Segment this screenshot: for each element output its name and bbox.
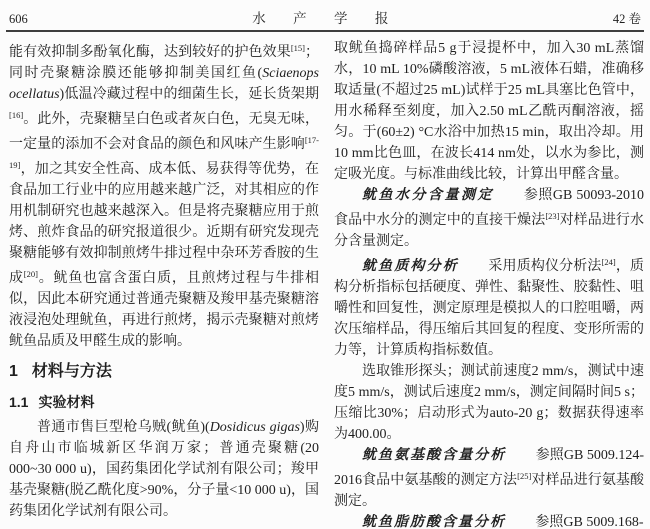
formaldehyde-measure-paragraph <box>334 38 644 185</box>
text-segment-sup: [17-19] <box>9 135 319 170</box>
text-segment-plain: 参照GB 5009.124-2016食品中氨基酸的测定方法 <box>334 448 644 488</box>
section-number: 1 <box>9 363 18 380</box>
text-segment-plain: 。鱿鱼也富含蛋白质，且煎烤过程与牛排相似，因此本研究通过普通壳聚糖及羧甲基壳聚糖溶液浸泡处理鱿鱼，再进行煎烤，揭示壳聚糖对煎烤鱿鱼品质及甲醛生成的影响。 <box>9 271 320 349</box>
text-segment-sup: [23] <box>545 211 560 221</box>
text-segment-sup: [24] <box>601 257 616 267</box>
left-column <box>9 38 319 529</box>
text-segment-plain: ，质构分析指标包括硬度、弹性、黏聚性、胶黏性、咀嚼性和回复性，测定原理是模拟人的口腔咀嚼，两次压缩样品，得压缩后其回复的程度、变形所需的力等，计算质构指标数值。 <box>334 259 645 358</box>
right-column <box>334 38 644 529</box>
text-segment-plain: 对样品进行氨基酸测定。 <box>334 473 645 509</box>
text-segment-italic: Sciaenops ocellatus <box>9 66 319 102</box>
moisture-content-paragraph <box>334 185 644 252</box>
text-segment-runin: 鱿鱼脂肪酸含量分析 <box>362 515 506 529</box>
text-segment-plain: 参照GB 5009.168- <box>535 515 644 529</box>
materials-paragraph <box>9 417 319 522</box>
page-number: 606 <box>9 12 28 26</box>
text-segment-sup: [25] <box>517 471 532 481</box>
text-segment-plain: 参照GB 50093-2010食品中水分的测定中的直接干燥法 <box>334 188 644 228</box>
amino-acid-paragraph <box>334 445 644 512</box>
fatty-acid-paragraph <box>334 512 644 529</box>
text-segment-sup: [15] <box>290 43 305 53</box>
subsection-number: 1.1 <box>9 394 29 410</box>
text-segment-plain: 取鱿鱼捣碎样品5 g于浸提杯中，加入30 mL蒸馏水，10 mL 10%磷酸溶液，5 mL液体石蜡，准确移取适量(不超过25 mL)试样于25 mL具塞比色管中，用水稀释至刻度，加入2.50 mL乙酰丙酮溶液，摇匀。于(60±2) °C水浴中加热15 min，取出冷却。用10 mm比色皿，在波长414 nm处，以水为参比，测定吸光度。与标准曲线比较，计算出甲醛含量。 <box>334 41 644 182</box>
volume-label: 42 卷 <box>612 12 641 26</box>
text-segment-plain: )低温冷藏过程中的细菌生长，延长货架期 <box>59 87 319 102</box>
section-title: 材料与方法 <box>31 363 112 380</box>
text-segment-runin: 鱿鱼氨基酸含量分析 <box>362 448 507 463</box>
subsection-title: 实验材料 <box>38 394 95 410</box>
text-segment-plain: 能有效抑制多酚氧化酶，达到较好的护色效果 <box>9 45 291 60</box>
text-columns <box>9 38 644 529</box>
section-heading-materials-and-methods <box>9 362 319 382</box>
header-rule <box>6 30 644 32</box>
texture-settings-paragraph <box>334 361 644 445</box>
text-segment-plain: 。此外，壳聚糖呈白色或者灰白色，无臭无味，一定量的添加不会对食品的颜色和风味产生影响 <box>9 112 319 152</box>
text-segment-plain: 普通市售巨型枪乌贼(鱿鱼)( <box>37 420 210 435</box>
text-segment-plain: 采用质构仪分析法 <box>488 259 602 274</box>
text-segment-runin: 鱿鱼水分含量测定 <box>362 188 494 203</box>
text-segment-plain: 对样品进行水分含量测定。 <box>334 213 645 249</box>
page-header <box>9 7 641 27</box>
text-segment-italic: Dosidicus gigas <box>209 420 300 435</box>
text-segment-sup: [20] <box>23 269 38 279</box>
text-segment-plain: 选取锥形探头；测试前速度2 mm/s，测试中速度5 mm/s，测试后速度2 mm/s，测定间隔时间5 s；压缩比30%；启动形式为auto-20 g；数据获得速率为400.00。 <box>334 364 644 442</box>
text-segment-runin: 鱿鱼质构分析 <box>362 259 459 274</box>
subsection-heading-experimental-materials <box>9 393 319 411</box>
texture-analysis-paragraph <box>334 252 644 361</box>
intro-paragraph <box>9 38 319 352</box>
text-segment-plain: ；同时壳聚糖涂膜还能够抑制美国红鱼( <box>9 45 319 81</box>
journal-title: 水 产 学 报 <box>252 11 401 26</box>
text-segment-sup: [16] <box>9 110 24 120</box>
text-segment-plain: ，加之其安全性高、成本低、易获得等优势，在食品加工行业中的应用越来越广泛，对其相应的作用机制研究也越来越深入。但是将壳聚糖应用于煎烤、煎炸食品的研究报道很少。近期有研究发现壳聚糖能够有效抑制煎烤牛排过程中杂环芳香胺的生成 <box>9 162 319 286</box>
text-segment-plain: )购自舟山市临城新区华润万家；普通壳聚糖(20 000~30 000 u)，国药集团化学试剂有限公司；羧甲基壳聚糖(脱乙酰化度>90%，分子量<10 000 u)，国药集团化学试剂有限公司。 <box>9 420 319 519</box>
